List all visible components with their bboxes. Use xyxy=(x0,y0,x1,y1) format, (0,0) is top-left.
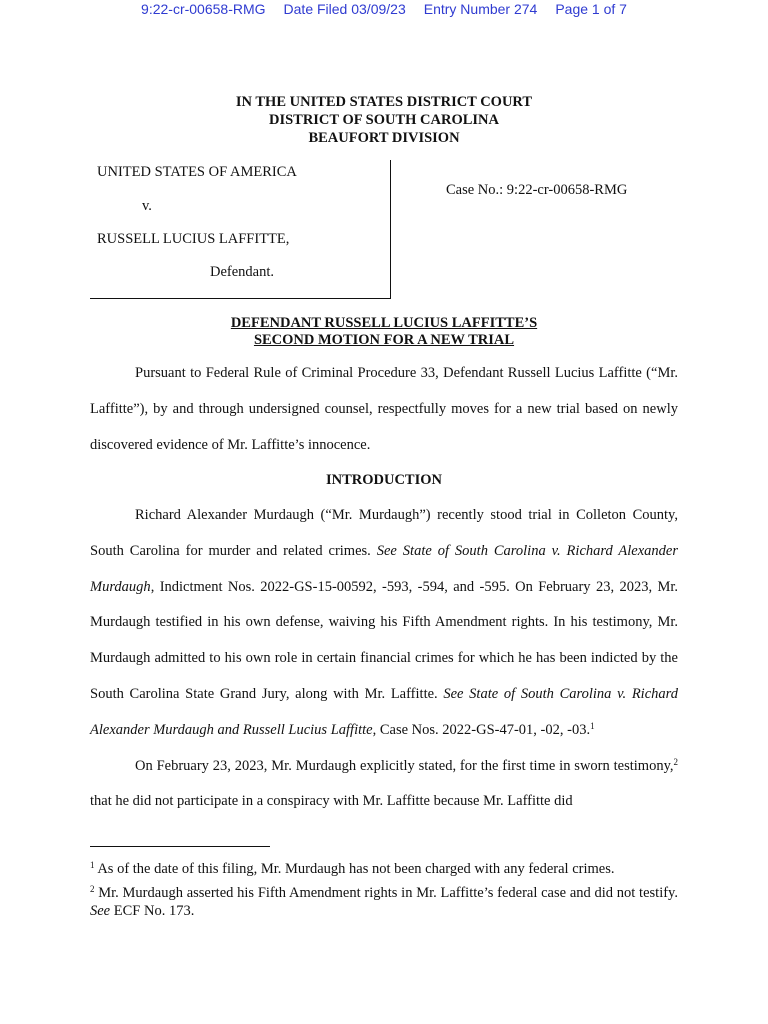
court-heading xyxy=(0,93,768,147)
header-entry-number: Entry Number 274 xyxy=(423,1,538,17)
footnote-1-text: As of the date of this filing, Mr. Murdaugh has not been charged with any federal crimes. xyxy=(94,861,615,877)
footnotes xyxy=(90,860,678,926)
footnote-2-text-a: Mr. Murdaugh asserted his Fifth Amendment rights in Mr. Laffitte’s federal case and did not testify. xyxy=(94,885,678,901)
intro-paragraph-block xyxy=(90,356,678,463)
footnote-1-mark: 1 xyxy=(90,860,95,870)
paragraph-1-text-c: , Indictment Nos. 2022-GS-15-00592, -593, -594, and -595. On February 23, 2023, Mr. Murdaugh testified in his own defense, waiving his Fifth Amendment rights. In his testimony, Mr. Murdaugh admitted to his own role in certain financial crimes for which he has been indicted by the South Carolina State Grand Jury, along with Mr. Laffitte. xyxy=(90,578,678,702)
header-page-number: Page 1 of 7 xyxy=(555,1,627,17)
court-line-2: DISTRICT OF SOUTH CAROLINA xyxy=(268,112,500,128)
citation-state-v-murdaugh: See State of South Carolina v. Richard Alexander Murdaugh xyxy=(90,542,678,595)
court-line-3: BEAUFORT DIVISION xyxy=(308,130,460,146)
paragraph-2 xyxy=(90,749,678,821)
footnote-2-signal: See xyxy=(90,903,111,919)
footnote-ref-2: 2 xyxy=(673,756,678,767)
case-number-field: Case No.: 9:22-cr-00658-RMG xyxy=(446,182,628,198)
court-line-1: IN THE UNITED STATES DISTRICT COURT xyxy=(235,94,533,110)
citation-state-v-murdaugh-laffitte: See State of South Carolina v. Richard Alexander Murdaugh and Russell Lucius Laffitte xyxy=(90,685,678,738)
caption-versus: v. xyxy=(142,198,152,214)
footnote-ref-1: 1 xyxy=(590,720,595,731)
title-line-1: DEFENDANT RUSSELL LUCIUS LAFFITTE’S xyxy=(230,315,538,331)
paragraph-1 xyxy=(90,498,678,749)
caption-defendant-name: RUSSELL LUCIUS LAFFITTE, xyxy=(97,231,290,247)
header-date-filed: Date Filed 03/09/23 xyxy=(283,1,406,17)
ecf-header xyxy=(0,0,768,20)
footnote-2-mark: 2 xyxy=(90,884,95,894)
paragraph-1-text-e: , Case Nos. 2022-GS-47-01, -02, -03. xyxy=(372,721,591,738)
caption-defendant-label: Defendant. xyxy=(210,264,275,280)
title-line-2: SECOND MOTION FOR A NEW TRIAL xyxy=(253,332,515,348)
footnote-divider xyxy=(90,846,270,847)
footnote-1 xyxy=(90,860,678,878)
section-heading: INTRODUCTION xyxy=(325,472,442,488)
case-caption xyxy=(90,160,391,299)
document-title xyxy=(0,315,768,349)
body-paragraphs xyxy=(90,498,678,820)
paragraph-2-text-b: that he did not participate in a conspiracy with Mr. Laffitte because Mr. Laffitte did xyxy=(90,793,573,810)
footnote-2 xyxy=(90,884,678,920)
intro-paragraph: Pursuant to Federal Rule of Criminal Procedure 33, Defendant Russell Lucius Laffitte (“Mr. Laffitte”), by and through undersigned counsel, respectfully moves for a new trial based on newly discovered evidence of Mr. Laffitte’s innocence. xyxy=(90,365,678,453)
paragraph-1-text-a: Richard Alexander Murdaugh (“Mr. Murdaugh”) recently stood trial in Colleton County, South Carolina for murder and related crimes. xyxy=(90,507,678,559)
header-case-number: 9:22-cr-00658-RMG xyxy=(141,1,266,17)
caption-plaintiff: UNITED STATES OF AMERICA xyxy=(97,164,297,180)
footnote-2-text-b: ECF No. 173. xyxy=(110,903,195,919)
paragraph-2-text-a: On February 23, 2023, Mr. Murdaugh explicitly stated, for the first time in sworn testimony, xyxy=(135,757,674,774)
